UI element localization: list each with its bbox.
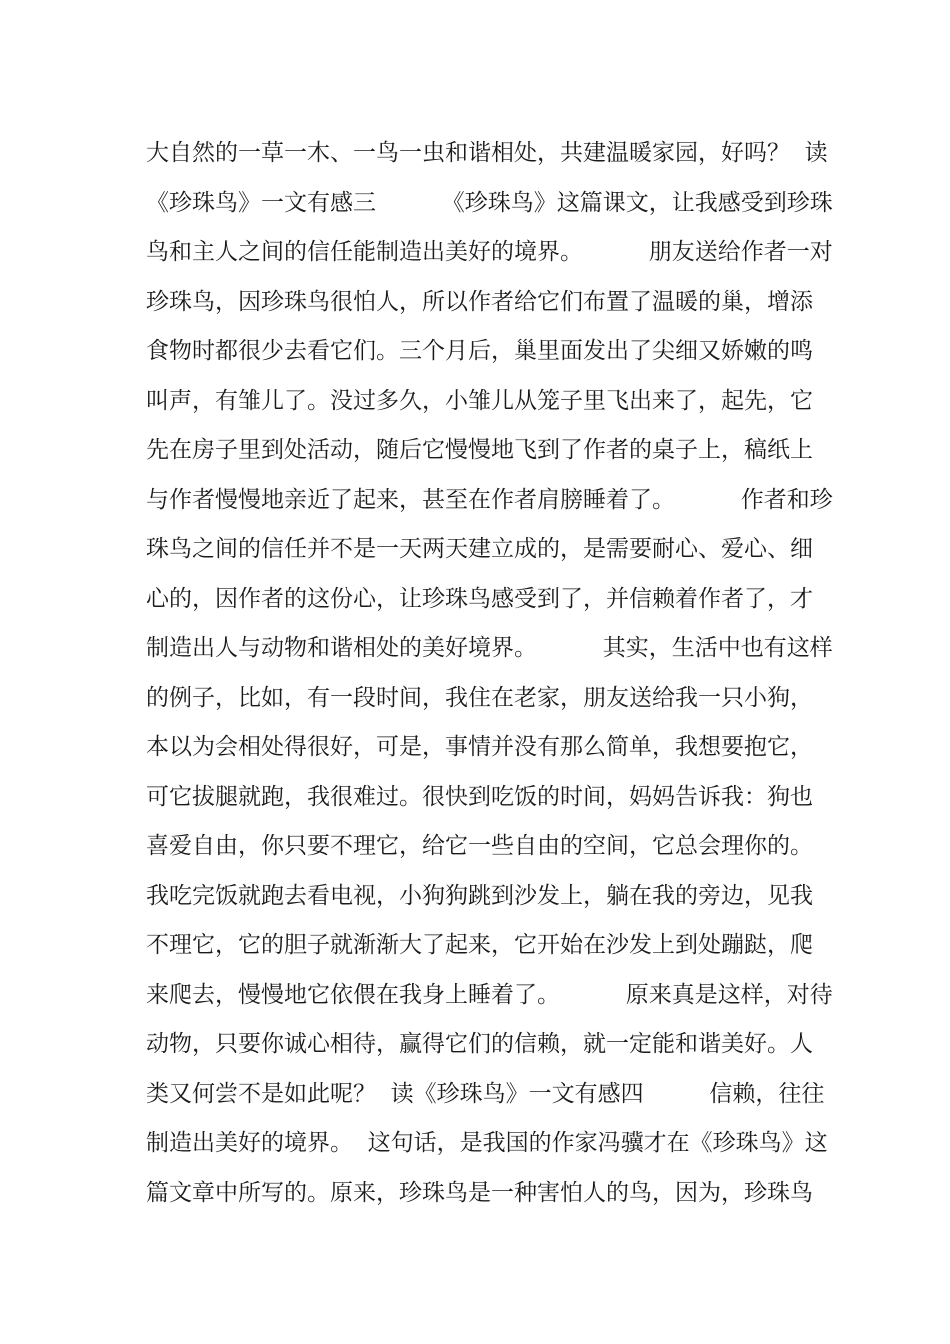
text-line-21: 制造出美好的境界。 这句话，是我国的作家冯骥才在《珍珠鸟》这	[146, 1130, 828, 1156]
text-line-6: 叫声，有雏儿了。没过多久，小雏儿从笼子里飞出来了，起先，它	[146, 387, 813, 414]
text-line-16: 我吃完饭就跑去看电视，小狗狗跳到沙发上，躺在我的旁边，见我	[146, 882, 813, 909]
text-line-18: 来爬去，慢慢地它依偎在我身上睡着了。 原来真是这样，对待	[146, 981, 833, 1008]
text-line-2: 《珍珠鸟》一文有感三 《珍珠鸟》这篇课文，让我感受到珍珠	[146, 189, 833, 216]
text-line-17: 不理它，它的胆子就渐渐大了起来，它开始在沙发上到处蹦跶，爬	[146, 932, 813, 958]
text-line-7: 先在房子里到处活动，随后它慢慢地飞到了作者的桌子上，稿纸上	[146, 437, 813, 463]
text-line-12: 的例子，比如，有一段时间，我住在老家，朋友送给我一只小狗，	[146, 684, 813, 711]
text-line-10: 心的，因作者的这份心，让珍珠鸟感受到了，并信赖着作者了，才	[146, 585, 813, 612]
text-line-14: 可它拔腿就跑，我很难过。很快到吃饭的时间，妈妈告诉我：狗也	[146, 783, 813, 810]
text-line-4: 珍珠鸟，因珍珠鸟很怕人，所以作者给它们布置了温暖的巢，增添	[146, 288, 813, 315]
text-line-1: 大自然的一草一木、一鸟一虫和谐相处，共建温暖家园，好吗？ 读	[146, 140, 828, 166]
text-line-15: 喜爱自由，你只要不理它，给它一些自由的空间，它总会理你的。	[146, 833, 813, 859]
text-line-19: 动物，只要你诚心相待，赢得它们的信赖，就一定能和谐美好。人	[146, 1031, 813, 1057]
text-line-20: 类又何尝不是如此呢？ 读《珍珠鸟》一文有感四 信赖，往往	[146, 1080, 825, 1107]
text-line-5: 食物时都很少去看它们。三个月后，巢里面发出了尖细又娇嫩的鸣	[146, 338, 813, 364]
text-line-8: 与作者慢慢地亲近了起来，甚至在作者肩膀睡着了。 作者和珍	[146, 486, 833, 513]
body-text	[146, 129, 833, 1218]
text-line-11: 制造出人与动物和谐相处的美好境界。 其实，生活中也有这样	[146, 635, 833, 661]
text-line-22: 篇文章中所写的。原来，珍珠鸟是一种害怕人的鸟，因为，珍珠鸟	[146, 1179, 813, 1206]
text-line-3: 鸟和主人之间的信任能制造出美好的境界。 朋友送给作者一对	[146, 239, 833, 265]
text-line-13: 本以为会相处得很好，可是，事情并没有那么简单，我想要抱它，	[146, 734, 813, 760]
text-line-9: 珠鸟之间的信任并不是一天两天建立成的，是需要耐心、爱心、细	[146, 536, 813, 562]
